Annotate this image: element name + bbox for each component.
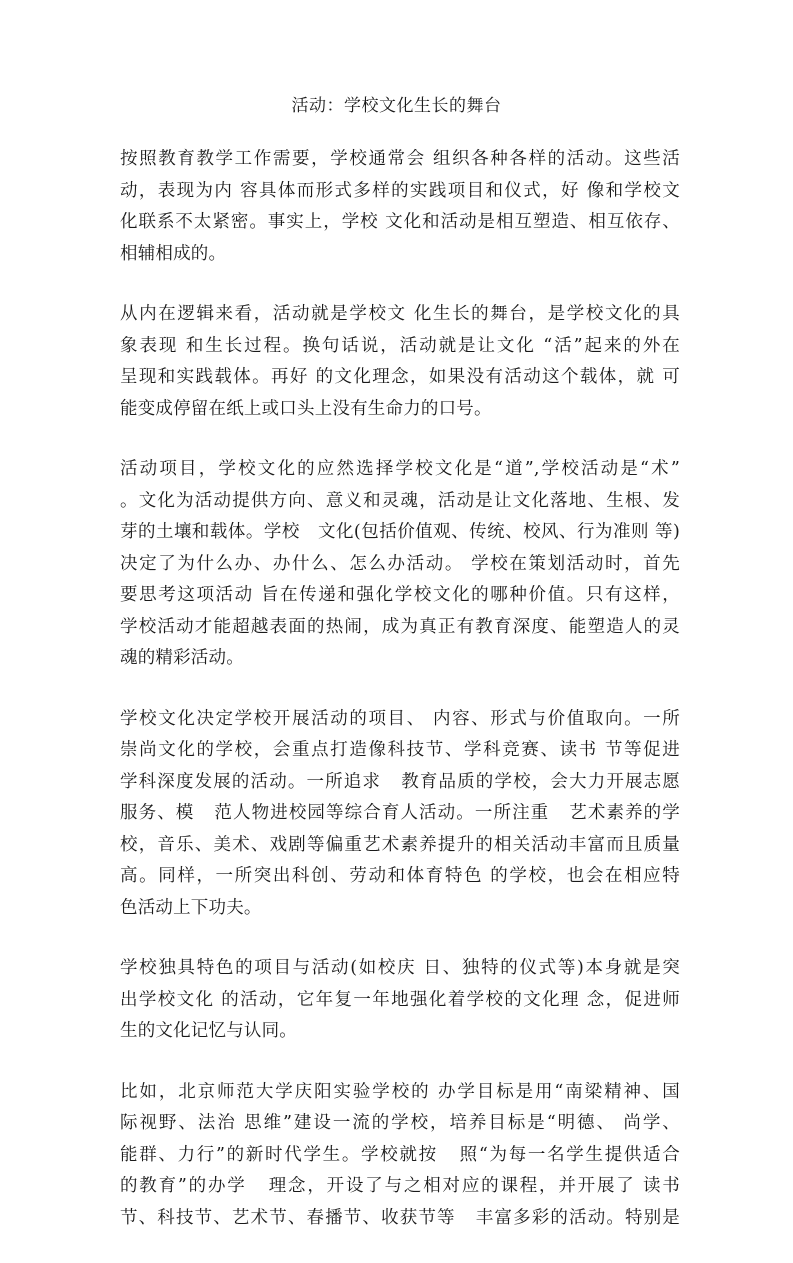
- text-line: 按照教育教学工作需要，学校通常会 组织各种各样的活动。这些活: [120, 149, 680, 169]
- text-line: 呈现和实践载体。再好 的文化理念，如果没有活动这个载体，就 可: [120, 367, 680, 387]
- paragraph: [120, 299, 680, 425]
- text-line: 校，音乐、美术、戏剧等偏重艺术素养提升的相关活动丰富而且质量: [120, 834, 680, 855]
- text-line: 能群、力行”的新时代学生。学校就按 照“为每一名学生提供适合: [120, 1144, 680, 1165]
- text-line: 高。同样，一所突出科创、劳动和体育特色 的学校，也会在相应特: [120, 866, 680, 886]
- text-line: 相辅相成的。: [120, 243, 227, 264]
- paragraph: [120, 144, 680, 270]
- text-line: 学科深度发展的活动。一所追求 教育品质的学校，会大力开展志愿: [120, 771, 680, 792]
- text-line: 。文化为活动提供方向、意义和灵魂，活动是让文化落地、生根、发: [120, 490, 680, 511]
- text-line: 能变成停留在纸上或口头上没有生命力的口号。: [120, 398, 492, 419]
- text-line: 从内在逻辑来看，活动就是学校文 化生长的舞台，是学校文化的具: [120, 304, 680, 324]
- document-body: [120, 144, 680, 1263]
- text-line: 节、科技节、艺术节、春播节、收获节等 丰富多彩的活动。特别是: [120, 1207, 680, 1228]
- text-line: 生的文化记忆与认同。: [120, 1021, 297, 1041]
- document-title: 活动：学校文化生长的舞台: [291, 96, 502, 116]
- text-line: 要思考这项活动 旨在传递和强化学校文化的哪种价值。只有这样，: [120, 585, 680, 605]
- text-line: 学校活动才能超越表面的热闹，成为真正有教育深度、能塑造人的灵: [120, 616, 680, 637]
- text-line: 色活动上下功夫。: [120, 897, 262, 918]
- text-line: 的教育”的办学 理念，开设了与之相对应的课程，并开展了 读书: [120, 1176, 680, 1196]
- paragraph: [120, 953, 680, 1048]
- paragraph: [120, 1077, 680, 1235]
- paragraph: [120, 704, 680, 925]
- text-line: 动，表现为内 容具体而形式多样的实践项目和仪式，好 像和学校文: [120, 180, 680, 201]
- text-line: 魂的精彩活动。: [120, 648, 244, 668]
- text-line: 比如，北京师范大学庆阳实验学校的 办学目标是用“南梁精神、国: [120, 1081, 680, 1102]
- text-line: 化联系不太紧密。事实上，学校 文化和活动是相互塑造、相互依存、: [120, 212, 680, 232]
- paragraph: [120, 454, 680, 675]
- text-line: 象表现 和生长过程。换句话说，活动就是让文化 “活”起来的外在: [120, 335, 680, 356]
- text-line: 崇尚文化的学校，会重点打造像科技节、学科竞赛、读书 节等促进: [120, 740, 680, 760]
- text-line: 活动项目，学校文化的应然选择学校文化是“道”,学校活动是“术”: [120, 459, 680, 479]
- text-line: 出学校文化 的活动，它年复一年地强化着学校的文化理 念，促进师: [120, 989, 680, 1010]
- text-line: 学校独具特色的项目与活动(如校庆 日、独特的仪式等)本身就是突: [120, 958, 680, 978]
- text-line: 学校文化决定学校开展活动的项目、 内容、形式与价值取向。一所: [120, 708, 680, 729]
- text-line: 决定了为什么办、办什么、怎么办活动。 学校在策划活动时，首先: [120, 553, 680, 574]
- text-line: 芽的土壤和载体。学校 文化(包括价值观、传统、校风、行为准则 等): [120, 522, 680, 542]
- text-line: 际视野、法治 思维”建设一流的学校，培养目标是“明德、 尚学、: [120, 1113, 680, 1133]
- text-line: 服务、模 范人物进校园等综合育人活动。一所注重 艺术素养的学: [120, 803, 680, 823]
